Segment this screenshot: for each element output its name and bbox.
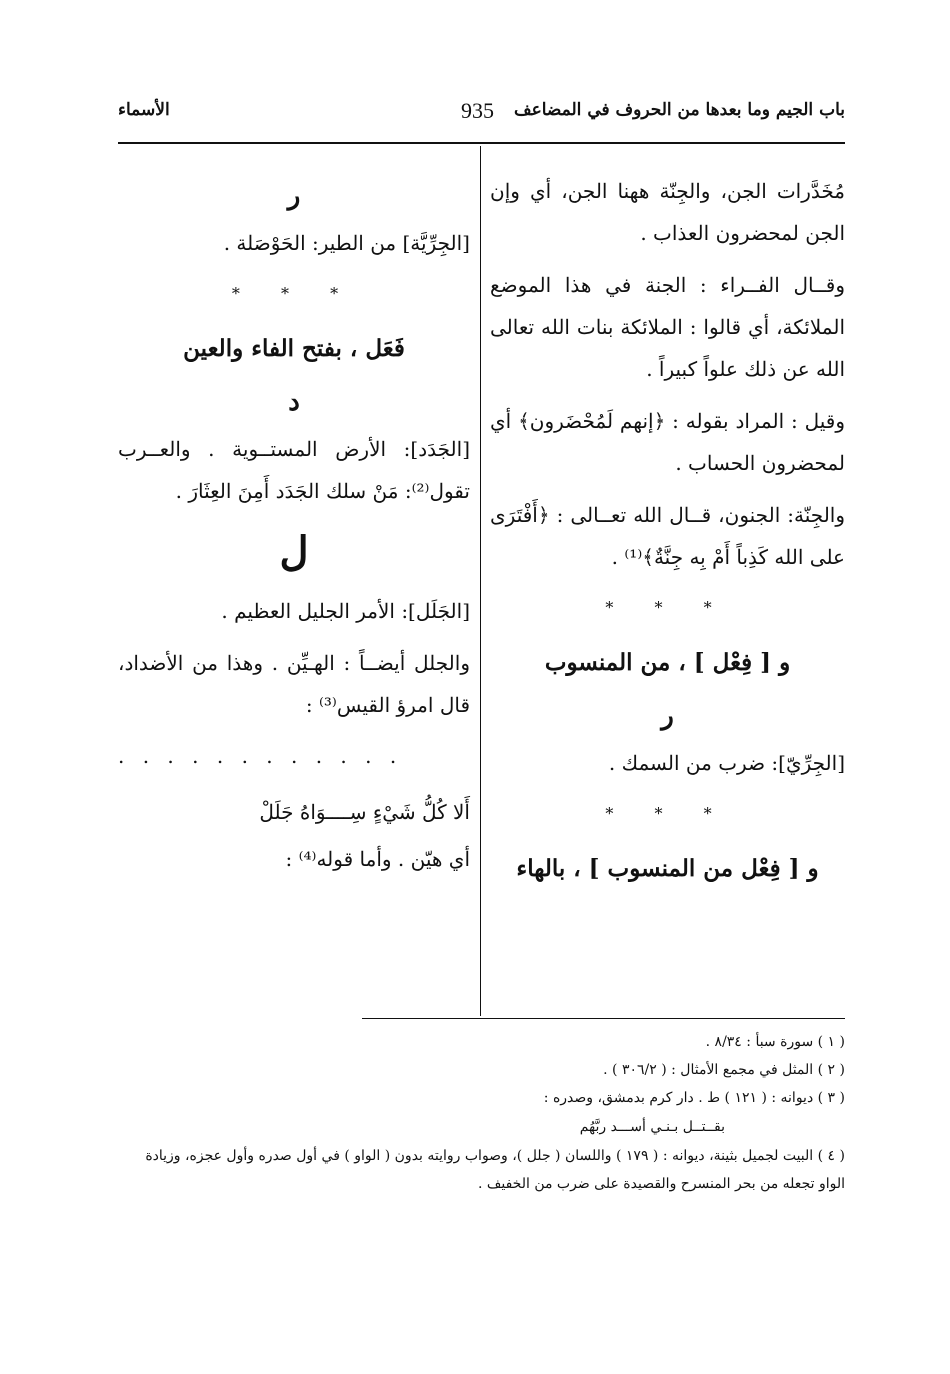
paragraph: مُخَدَّرات الجن، والجِنّة ههنا الجن، أي وإن الجن لمحضرون العذاب . <box>490 179 845 245</box>
section-heading: فَعَل ، بفتح الفاء والعين <box>183 335 405 362</box>
paragraph: والجلل أيضــاً : الهـيِّن . وهذا من الأضداد، قال امرؤ القيس⁽³⁾ : <box>118 651 470 717</box>
paragraph: [الجَدَد]: الأرض المستــوية . والعــرب تقول⁽²⁾: مَنْ سلك الجَدَد أَمِنَ العِثَارَ . <box>118 437 470 503</box>
section-title: الأسماء <box>118 100 170 120</box>
paragraph: [الجِرِّيّ]: ضرب من السمك . <box>608 751 845 775</box>
letter-heading: ل <box>279 528 309 575</box>
section-heading: و [ فِعْل من المنسوب ] ، بالهاء <box>516 855 819 882</box>
paragraph: [الجَلَل]: الأمر الجليل العظيم . <box>221 599 470 623</box>
footnote: ( ٤ ) البيت لجميل بثينة، ديوانه : ( ١٧٩ ) واللسان ( جلل )، وصواب روايته بدون ( الواو ) في أول صدره وأول عجزه، وزيادة الواو تجعله من بحر المنسرح والقصيدة على ضرب من الخفيف . <box>145 1148 845 1192</box>
left-column <box>118 170 470 890</box>
poetry-verse: أَلا كُلُّ شَيْءٍ سِــــوَاهُ جَلَلْ <box>259 800 470 824</box>
footnote-rule <box>362 1018 845 1019</box>
column-divider <box>480 146 481 1016</box>
paragraph: [الجِرِّيَّة] من الطير: الحَوْصَلة . <box>223 231 470 255</box>
section-separator: * * * <box>231 284 357 303</box>
page-number: 935 <box>461 98 494 123</box>
page-header <box>118 100 845 136</box>
footnotes <box>118 1028 845 1198</box>
chapter-title: باب الجيم وما بعدها من الحروف في المضاعف <box>514 100 845 120</box>
section-heading: و [ فِعْل ] ، من المنسوب <box>544 649 791 676</box>
letter-heading: ر <box>287 181 301 211</box>
footnote-verse: بقــتــل بـنـي أســـد ربَّهُم <box>579 1119 725 1135</box>
footnote: ( ١ ) سورة سبأ : ٨/٣٤ . <box>705 1034 845 1050</box>
footnote: ( ٣ ) ديوانه : ( ١٢١ ) ط . دار كرم بدمشق، وصدره : <box>543 1090 845 1106</box>
paragraph: أي هيّن . وأما قوله⁽⁴⁾ : <box>285 847 470 871</box>
elided-verse: . . . . . . . . . . . . <box>118 744 403 768</box>
section-separator: * * * <box>605 804 730 823</box>
letter-heading: د <box>288 387 300 417</box>
header-rule <box>118 142 845 144</box>
section-separator: * * * <box>605 598 730 617</box>
letter-heading: ر <box>661 701 674 731</box>
paragraph: والجِنّة: الجنون، قــال الله تعــالى : ﴿أَفْتَرَى على الله كَذِباً أَمْ بِه جِنَّةٌ﴾⁽¹⁾ . <box>490 503 845 569</box>
footnote: ( ٢ ) المثل في مجمع الأمثال : ( ٣٠٦/٢ ) . <box>603 1062 845 1078</box>
paragraph: وقيل : المراد بقوله : ﴿إنهم لَمُحْضَرون﴾ أي لمحضرون الحساب . <box>490 409 845 475</box>
right-column <box>490 170 845 900</box>
paragraph: وقــال الفــراء : الجنة في هذا الموضع الملائكة، أي قالوا : الملائكة بنات الله تعالى الله عن ذلك علواً كبيراً . <box>490 273 845 381</box>
